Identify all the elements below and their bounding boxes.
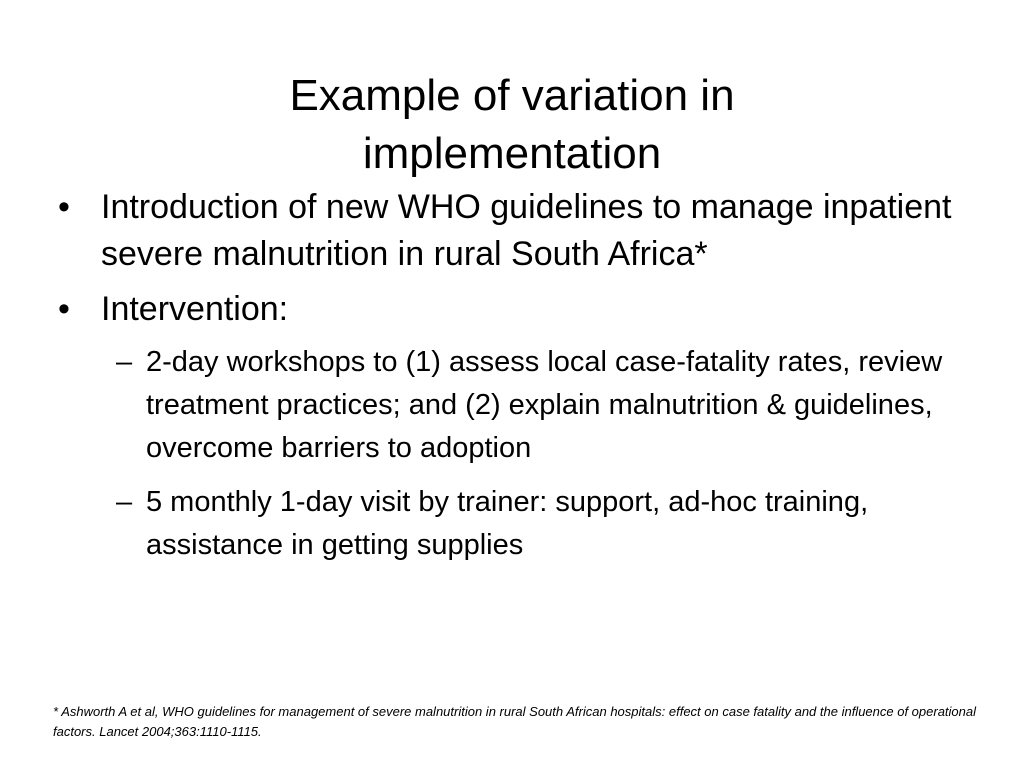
slide-title-line-1: Example of variation in — [289, 71, 735, 121]
slide-title-line-2: implementation — [362, 129, 662, 179]
bullet-marker: • — [58, 290, 70, 328]
slide-title — [80, 67, 944, 183]
bullet-item — [58, 286, 958, 333]
bullet-item — [58, 184, 958, 278]
sub-bullet-item — [116, 341, 958, 470]
bullet-text: Intervention: — [101, 290, 289, 328]
sub-bullet-list — [58, 341, 958, 567]
sub-bullet-text: 2-day workshops to (1) assess local case-fatality rates, review treatment practices; and (2) explain malnutrition & guidelines, overcome barriers to adoption — [146, 346, 943, 464]
sub-bullet-text: 5 monthly 1-day visit by trainer: support, ad-hoc training, assistance in getting supplies — [146, 486, 869, 561]
sub-bullet-item — [116, 481, 958, 567]
slide-content — [58, 184, 958, 578]
bullet-text: Introduction of new WHO guidelines to manage inpatient severe malnutrition in rural South Africa* — [101, 188, 952, 273]
sub-bullet-marker: – — [116, 486, 133, 518]
sub-bullet-marker: – — [116, 346, 133, 378]
bullet-marker: • — [58, 188, 70, 226]
footnote: * Ashworth A et al, WHO guidelines for management of severe malnutrition in rural South African hospitals: effect on case fatality and the influence of operational factors. Lancet 2004;363:1110-1115. — [53, 704, 977, 739]
